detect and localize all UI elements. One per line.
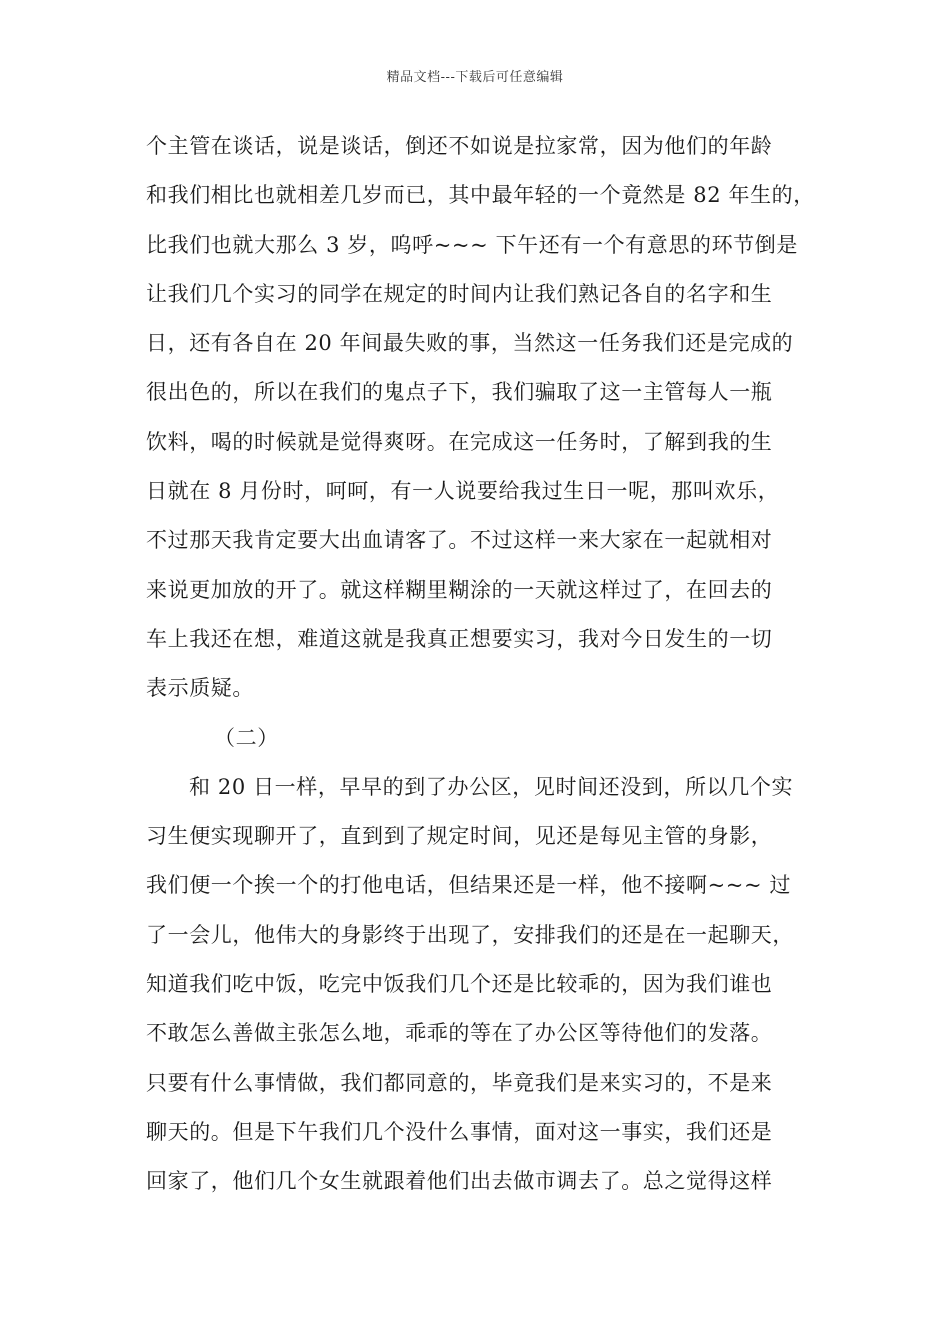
document-body — [146, 122, 826, 1207]
text-line: 回家了，他们几个女生就跟着他们出去做市调去了。总之觉得这样 — [146, 1169, 773, 1194]
text-line: 不过那天我肯定要大出血请客了。不过这样一来大家在一起就相对 — [146, 528, 773, 553]
text-line: 比我们也就大那么 3 岁，呜呼~~~ 下午还有一个有意思的环节倒是 — [146, 232, 798, 257]
text-line: 我们便一个挨一个的打他电话，但结果还是一样，他不接啊~~~ 过 — [146, 873, 792, 898]
text-line: 知道我们吃中饭，吃完中饭我们几个还是比较乖的，因为我们谁也 — [146, 972, 773, 997]
page-header: 精品文档---下载后可任意编辑 — [386, 70, 564, 85]
text-line: 习生便实现聊开了，直到到了规定时间，见还是每见主管的身影， — [146, 824, 773, 849]
text-line: 来说更加放的开了。就这样糊里糊涂的一天就这样过了，在回去的 — [146, 577, 773, 602]
text-line: 只要有什么事情做，我们都同意的，毕竟我们是来实习的，不是来 — [146, 1070, 773, 1095]
section-heading: （二） — [214, 725, 279, 750]
paragraph-first-line: 和 20 日一样，早早的到了办公区，见时间还没到，所以几个实 — [189, 774, 794, 799]
text-line: 让我们几个实习的同学在规定的时间内让我们熟记各自的名字和生 — [146, 281, 773, 306]
text-line: 饮料，喝的时候就是觉得爽呀。在完成这一任务时，了解到我的生 — [146, 429, 773, 454]
text-line: 不敢怎么善做主张怎么地，乖乖的等在了办公区等待他们的发落。 — [146, 1021, 773, 1046]
text-line: 很出色的，所以在我们的鬼点子下，我们骗取了这一主管每人一瓶 — [146, 380, 773, 405]
text-line: 日就在 8 月份时，呵呵，有一人说要给我过生日一呢，那叫欢乐， — [146, 479, 780, 504]
text-line: 了一会儿，他伟大的身影终于出现了，安排我们的还是在一起聊天， — [146, 922, 794, 947]
text-line: 表示质疑。 — [146, 676, 254, 701]
text-line: 日，还有各自在 20 年间最失败的事，当然这一任务我们还是完成的 — [146, 331, 794, 356]
text-line: 和我们相比也就相差几岁而已，其中最年轻的一个竟然是 82 年生的， — [146, 183, 815, 208]
text-line: 个主管在谈话，说是谈话，倒还不如说是拉家常，因为他们的年龄 — [146, 134, 773, 158]
text-line: 车上我还在想，难道这就是我真正想要实习，我对今日发生的一切 — [146, 626, 773, 651]
text-line: 聊天的。但是下午我们几个没什么事情，面对这一事实，我们还是 — [146, 1119, 773, 1144]
